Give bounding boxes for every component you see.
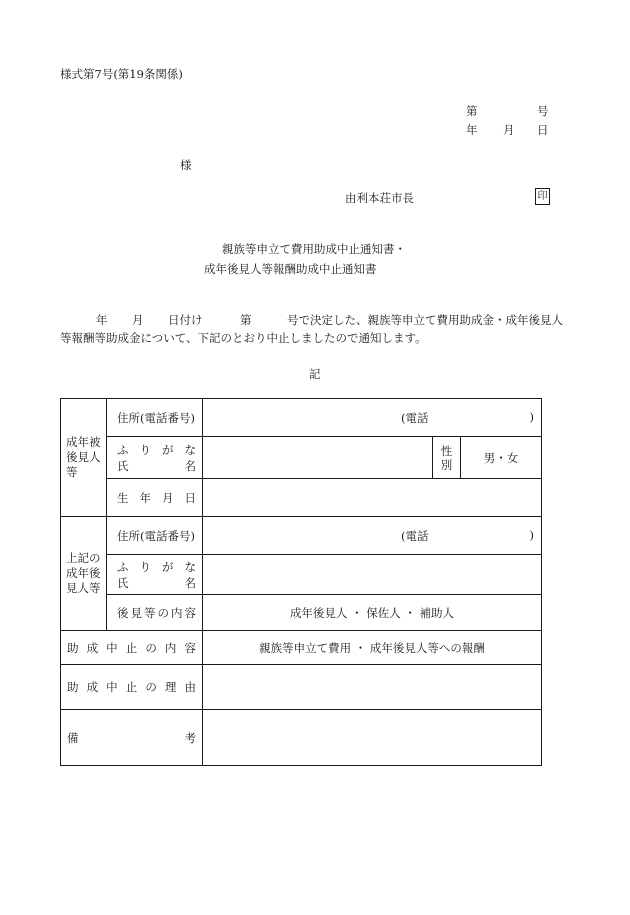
- ward-sex-label: 性 別: [433, 437, 461, 479]
- stop-reason-label: 助 成 中 止 の 理 由: [61, 665, 203, 710]
- stop-content-label: 助 成 中 止 の 内 容: [61, 631, 203, 665]
- ward-address-row: [61, 399, 542, 437]
- stop-reason-field[interactable]: [203, 665, 542, 710]
- body-line2: 等報酬等助成金について、下記のとおり中止しましたので通知します。: [60, 331, 427, 345]
- ward-address-label: 住所(電話番号): [107, 399, 203, 437]
- guardian-name-label: [107, 555, 203, 595]
- ward-group-label: 成年被後見人等: [61, 399, 107, 517]
- body-month: 月: [132, 313, 144, 327]
- issuer-name: 由利本荘市長: [345, 191, 414, 205]
- guardian-address-row: [61, 517, 542, 555]
- stop-reason-row: [61, 665, 542, 710]
- guardian-address-label: 住所(電話番号): [107, 517, 203, 555]
- ward-shimei-label: 氏 名: [117, 458, 196, 473]
- ki-heading: 記: [309, 367, 321, 381]
- guardian-address-field[interactable]: [203, 517, 542, 555]
- ward-birthdate-label: 生 年 月 日: [107, 479, 203, 517]
- remarks-row: [61, 710, 542, 766]
- body-go-text: 号で決定した、親族等申立て費用助成金・成年後見人: [287, 313, 563, 327]
- guardian-tel-close: ): [529, 527, 535, 542]
- guardian-name-row: [61, 555, 542, 595]
- ward-birthdate-field[interactable]: [203, 479, 542, 517]
- guardian-group-label: 上記の成年後見人等: [61, 517, 107, 631]
- guardian-name-field[interactable]: [203, 555, 542, 595]
- guardian-furigana-label: ふ り が な: [117, 559, 196, 574]
- doc-number-go: 号: [537, 104, 549, 118]
- body-day: 日付け: [168, 313, 203, 327]
- form-table: [60, 398, 542, 766]
- guardian-shimei-label: 氏 名: [117, 575, 196, 590]
- remarks-label: 備 考: [61, 710, 203, 766]
- addressee-suffix: 様: [180, 158, 192, 172]
- ward-birthdate-row: [61, 479, 542, 517]
- doc-number-dai: 第: [466, 104, 478, 118]
- ward-tel-open: (電話: [401, 410, 429, 425]
- date-day: 日: [537, 123, 549, 137]
- form-number: 様式第7号(第19条関係): [60, 67, 183, 81]
- ward-name-row: [61, 437, 542, 479]
- ward-furigana-label: ふ り が な: [117, 442, 196, 457]
- date-month: 月: [503, 123, 515, 137]
- guardianship-options[interactable]: 成年後見人 ・ 保佐人 ・ 補助人: [203, 595, 542, 631]
- stop-content-options[interactable]: 親族等申立て費用 ・ 成年後見人等への報酬: [203, 631, 542, 665]
- ward-sex-value[interactable]: 男・女: [461, 437, 542, 479]
- date-year: 年: [466, 123, 478, 137]
- ward-address-field[interactable]: [203, 399, 542, 437]
- guardian-tel-open: (電話: [401, 528, 429, 543]
- seal-box: 印: [535, 188, 550, 205]
- title-line1: 親族等申立て費用助成中止通知書・: [222, 242, 406, 256]
- guardianship-label: 後 見 等 の 内 容: [107, 595, 203, 631]
- title-line2: 成年後見人等報酬助成中止通知書: [204, 262, 377, 276]
- body-dai: 第: [240, 313, 252, 327]
- ward-name-field[interactable]: [203, 437, 433, 479]
- stop-content-row: [61, 631, 542, 665]
- guardianship-row: [61, 595, 542, 631]
- body-year: 年: [96, 313, 108, 327]
- ward-tel-close: ): [529, 409, 535, 424]
- ward-name-label: [107, 437, 203, 479]
- remarks-field[interactable]: [203, 710, 542, 766]
